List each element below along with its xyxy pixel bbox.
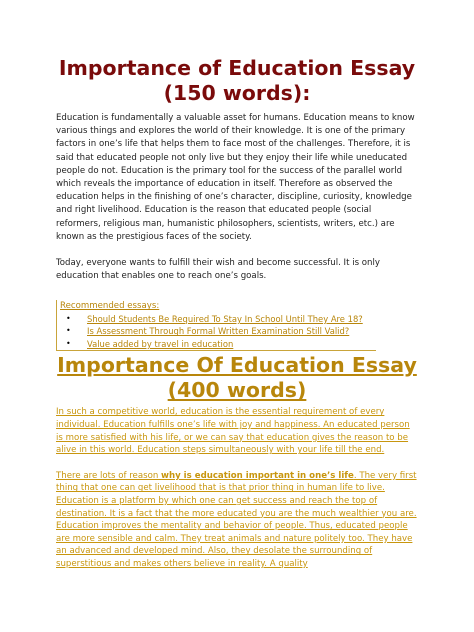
essay-150-paragraph-2: Today, everyone wants to fulfill their wish and become successful. It is only education that enables one to reach one’s goals.	[56, 258, 380, 282]
list-item	[60, 338, 376, 351]
list-item	[60, 325, 376, 338]
recommended-essays-box	[56, 300, 376, 351]
essay-400-paragraph-3[interactable]: Education improves the mentality and behavior of people. Thus, educated people are more sensible and calm. They treat animals and nature politely too. They have an advanced and developed mind. Also, they desolate the surrounding of superstitious and makes others believe in reality. A quality	[56, 521, 413, 569]
recommended-essays-heading: Recommended essays:	[60, 301, 160, 312]
essay-400-paragraph-2[interactable]	[56, 470, 418, 520]
essay-150-paragraph-1: Education is fundamentally a valuable asset for humans. Education means to know various things and explores the world of their knowledge. It is one of the primary factors in one’s life that helps them to face most of the challenges. Therefore, it is said that educated people not only live but they enjoy their life while uneducated people do not. Education is the primary tool for the success of the parallel world which reveals the importance of education in itself. Therefore as observed the education helps in the finishing of one’s character, discipline, curiosity, knowledge and right livelihood. Education is the reason that educated people (social reformers, religious man, humanistic philosophers, scientists, writers, etc.) are known as the prestigious faces of the society.	[56, 113, 415, 242]
paragraph-2-bold: why is education important in one’s life	[161, 470, 354, 481]
bullet-icon: •	[66, 326, 71, 336]
recommended-link-2[interactable]: Is Assessment Through Formal Written Examination Still Valid?	[87, 326, 350, 337]
essay-400-title[interactable]: Importance Of Education Essay (400 words)	[57, 353, 417, 403]
bullet-icon: •	[66, 313, 71, 323]
recommended-essays-list	[60, 313, 376, 351]
recommended-link-1[interactable]: Should Students Be Required To Stay In School Until They Are 18?	[87, 313, 363, 324]
essay-400-paragraph-1[interactable]: In such a competitive world, education is the essential requirement of every individual. Education fulfills one’s life with joy and happiness. An educated person is more satisfied with his life, or we can say that education gives the reason to be alive in this world. Education steps simultaneously with your life till the end.	[56, 407, 410, 456]
bullet-icon: •	[66, 338, 71, 348]
recommended-link-3[interactable]: Value added by travel in education	[87, 338, 234, 349]
list-item	[60, 313, 376, 326]
paragraph-2-prefix: There are lots of reason	[56, 470, 162, 481]
essay-150-title: Importance of Education Essay (150 words):	[58, 56, 416, 105]
paragraph-2-suffix: . The very first thing that one can get livelihood that is that prior thing in human life to live. Education is a platform by which one can get success and reach the top of destination. It is a fact that the more educated you are the much wealthier you are.	[56, 470, 417, 519]
